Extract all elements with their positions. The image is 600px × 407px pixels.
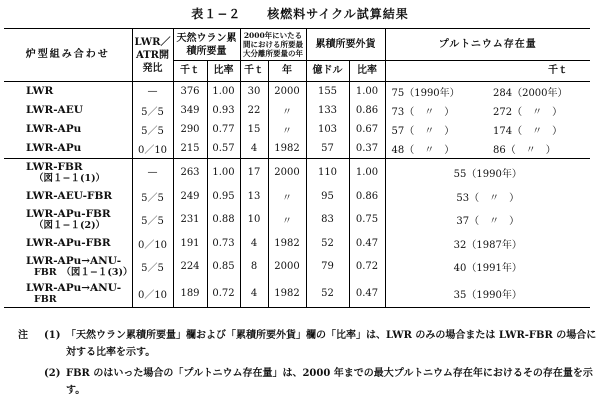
uranium-kt: 249: [173, 186, 207, 206]
sep-kt: 30: [240, 82, 268, 102]
sep-year: 1982: [268, 233, 306, 253]
reactor-name: LWR-APu-FBR: [26, 236, 111, 249]
atr-ratio: 5／5: [132, 120, 173, 139]
currency-oku: 79: [306, 253, 349, 280]
uranium-kt: 191: [173, 233, 207, 253]
currency-ratio: 0.86: [349, 101, 385, 120]
pu-2000: 86（ 〃 ）: [485, 139, 590, 159]
footnote-2: [18, 365, 598, 399]
sep-year: 2000: [268, 82, 306, 102]
sep-year: 〃: [268, 186, 306, 206]
reactor-subnote: （図１−１(2)）: [34, 219, 106, 231]
unit-ratio: 比率: [207, 61, 240, 82]
table-row: [4, 101, 590, 120]
currency-oku: 103: [306, 120, 349, 139]
currency-ratio: 1.00: [349, 159, 385, 187]
atr-ratio: —: [132, 82, 173, 102]
uranium-ratio: 0.88: [207, 206, 240, 233]
atr-ratio: —: [132, 159, 173, 187]
table-row: [4, 206, 590, 233]
uranium-kt: 290: [173, 120, 207, 139]
uranium-kt: 189: [173, 280, 207, 308]
sep-kt: 4: [240, 280, 268, 308]
table-row: [4, 233, 590, 253]
atr-ratio: 0／10: [132, 139, 173, 159]
pu-1990: 75（1990年）: [385, 82, 485, 102]
atr-ratio: 0／10: [132, 233, 173, 253]
uranium-ratio: 0.93: [207, 101, 240, 120]
reactor-subnote: FBR: [34, 293, 57, 305]
unit-ratio2: 比率: [349, 61, 385, 82]
sep-kt: 17: [240, 159, 268, 187]
uranium-kt: 224: [173, 253, 207, 280]
header-uranium: 天然ウラン累積所要量: [173, 29, 240, 61]
sep-year: 2000: [268, 159, 306, 187]
unit-year: 年: [268, 61, 306, 82]
uranium-ratio: 0.72: [207, 280, 240, 308]
reactor-name: LWR-APu→ANU- FBR （図１−１(3)）: [26, 254, 133, 278]
currency-ratio: 0.37: [349, 139, 385, 159]
uranium-kt: 376: [173, 82, 207, 102]
uranium-ratio: 0.85: [207, 253, 240, 280]
currency-ratio: 0.86: [349, 186, 385, 206]
table-row: [4, 253, 590, 280]
reactor-name: LWR-AEU: [26, 104, 83, 116]
sep-kt: 15: [240, 120, 268, 139]
pu-amount: 37（ 〃 ）: [385, 206, 590, 233]
pu-amount: 53（ 〃 ）: [385, 186, 590, 206]
pu-1990: 73（ 〃 ）: [385, 101, 485, 120]
reactor-subnote: （図１−１(1)）: [34, 172, 106, 184]
table-row: [4, 82, 590, 102]
pu-1990: 57（ 〃 ）: [385, 120, 485, 139]
header-reactor: 炉型組み合わせ: [4, 29, 132, 82]
uranium-kt: 231: [173, 206, 207, 233]
unit-pu: 千ｔ: [385, 61, 590, 82]
table-row: [4, 120, 590, 139]
sep-year: 2000: [268, 253, 306, 280]
sep-kt: 10: [240, 206, 268, 233]
currency-ratio: 0.75: [349, 206, 385, 233]
currency-oku: 52: [306, 280, 349, 308]
sep-year: 〃: [268, 120, 306, 139]
reactor-name: LWR-FBR （図１−１(1)）: [4, 159, 132, 187]
sep-year: 1982: [268, 280, 306, 308]
footnote-text: FBR のはいった場合の「プルトニウム存在量」は、2000 年までの最大プルトニウム存在年におけるその存在量を示す。: [66, 368, 593, 396]
header-atr-ratio: LWR／ATR開発比: [132, 29, 173, 82]
pu-amount: 32（1987年）: [385, 233, 590, 253]
uranium-ratio: 0.95: [207, 186, 240, 206]
currency-ratio: 1.00: [349, 82, 385, 102]
currency-oku: 110: [306, 159, 349, 187]
uranium-ratio: 0.57: [207, 139, 240, 159]
currency-ratio: 0.72: [349, 253, 385, 280]
currency-ratio: 0.67: [349, 120, 385, 139]
reactor-name: LWR-APu-FBR （図１−１(2)）: [4, 206, 132, 233]
reactor-name: LWR: [26, 85, 54, 97]
table-title: 表１−２ 核燃料サイクル試算結果: [191, 7, 409, 21]
table-row: [4, 186, 590, 206]
atr-ratio: 5／5: [132, 186, 173, 206]
reactor-name: LWR-AEU-FBR: [26, 189, 113, 202]
unit-kt: 千ｔ: [173, 61, 207, 82]
currency-oku: 52: [306, 233, 349, 253]
fuel-cycle-table: [4, 28, 590, 308]
sep-kt: 22: [240, 101, 268, 120]
sep-kt: 4: [240, 139, 268, 159]
sep-kt: 8: [240, 253, 268, 280]
table-row: [4, 139, 590, 159]
footnotes: [18, 327, 598, 399]
currency-oku: 133: [306, 101, 349, 120]
pu-2000: 272（ 〃 ）: [493, 107, 563, 118]
currency-oku: 155: [306, 82, 349, 102]
pu-amount: 35（1990年）: [385, 280, 590, 308]
atr-ratio: 5／5: [132, 101, 173, 120]
footnote-number: (2): [44, 368, 61, 379]
pu-2000: 174（ 〃 ）: [493, 126, 563, 137]
atr-ratio: 5／5: [132, 253, 173, 280]
pu-2000: 284（2000年）: [493, 88, 568, 99]
footnote-number: (1): [44, 330, 61, 341]
reactor-name: LWR-APu: [26, 123, 82, 135]
sep-kt: 4: [240, 233, 268, 253]
header-pu: プルトニウム存在量: [385, 29, 590, 61]
atr-ratio: 5／5: [132, 206, 173, 233]
pu-1990: 48（ 〃 ）: [385, 139, 485, 159]
uranium-ratio: 1.00: [207, 82, 240, 102]
footnote-label: 注: [18, 330, 28, 341]
unit-oku: 億ドル: [306, 61, 349, 82]
footnote-text: 「天然ウラン累積所要量」欄および「累積所要外貨」欄の「比率」は、LWR のみの場合または LWR-FBR の場合に対する比率を示す。: [66, 330, 597, 358]
reactor-subnote: FBR （図１−１(3)）: [34, 266, 133, 278]
currency-oku: 57: [306, 139, 349, 159]
header-sep-work: 累積所要外貨: [306, 29, 385, 61]
footnote-1: [18, 327, 598, 361]
table-row: [4, 159, 590, 187]
unit-kt2: 千ｔ: [240, 61, 268, 82]
sep-kt: 13: [240, 186, 268, 206]
currency-ratio: 0.47: [349, 233, 385, 253]
header-year-note: 2000年にいたる間における所要最大分離所要量の年: [240, 29, 306, 61]
pu-amount: 40（1991年）: [385, 253, 590, 280]
uranium-kt: 349: [173, 101, 207, 120]
uranium-ratio: 0.77: [207, 120, 240, 139]
sep-year: 〃: [268, 101, 306, 120]
currency-oku: 95: [306, 186, 349, 206]
atr-ratio: 0／10: [132, 280, 173, 308]
reactor-name: LWR-APu: [4, 139, 132, 159]
uranium-kt: 215: [173, 139, 207, 159]
reactor-name: LWR-APu→ANU- FBR: [4, 280, 132, 308]
uranium-ratio: 1.00: [207, 159, 240, 187]
currency-ratio: 0.47: [349, 280, 385, 308]
uranium-kt: 263: [173, 159, 207, 187]
uranium-ratio: 0.73: [207, 233, 240, 253]
sep-year: 〃: [268, 206, 306, 233]
table-row: [4, 280, 590, 308]
sep-year: 1982: [268, 139, 306, 159]
pu-amount: 55（1990年）: [385, 159, 590, 187]
currency-oku: 83: [306, 206, 349, 233]
